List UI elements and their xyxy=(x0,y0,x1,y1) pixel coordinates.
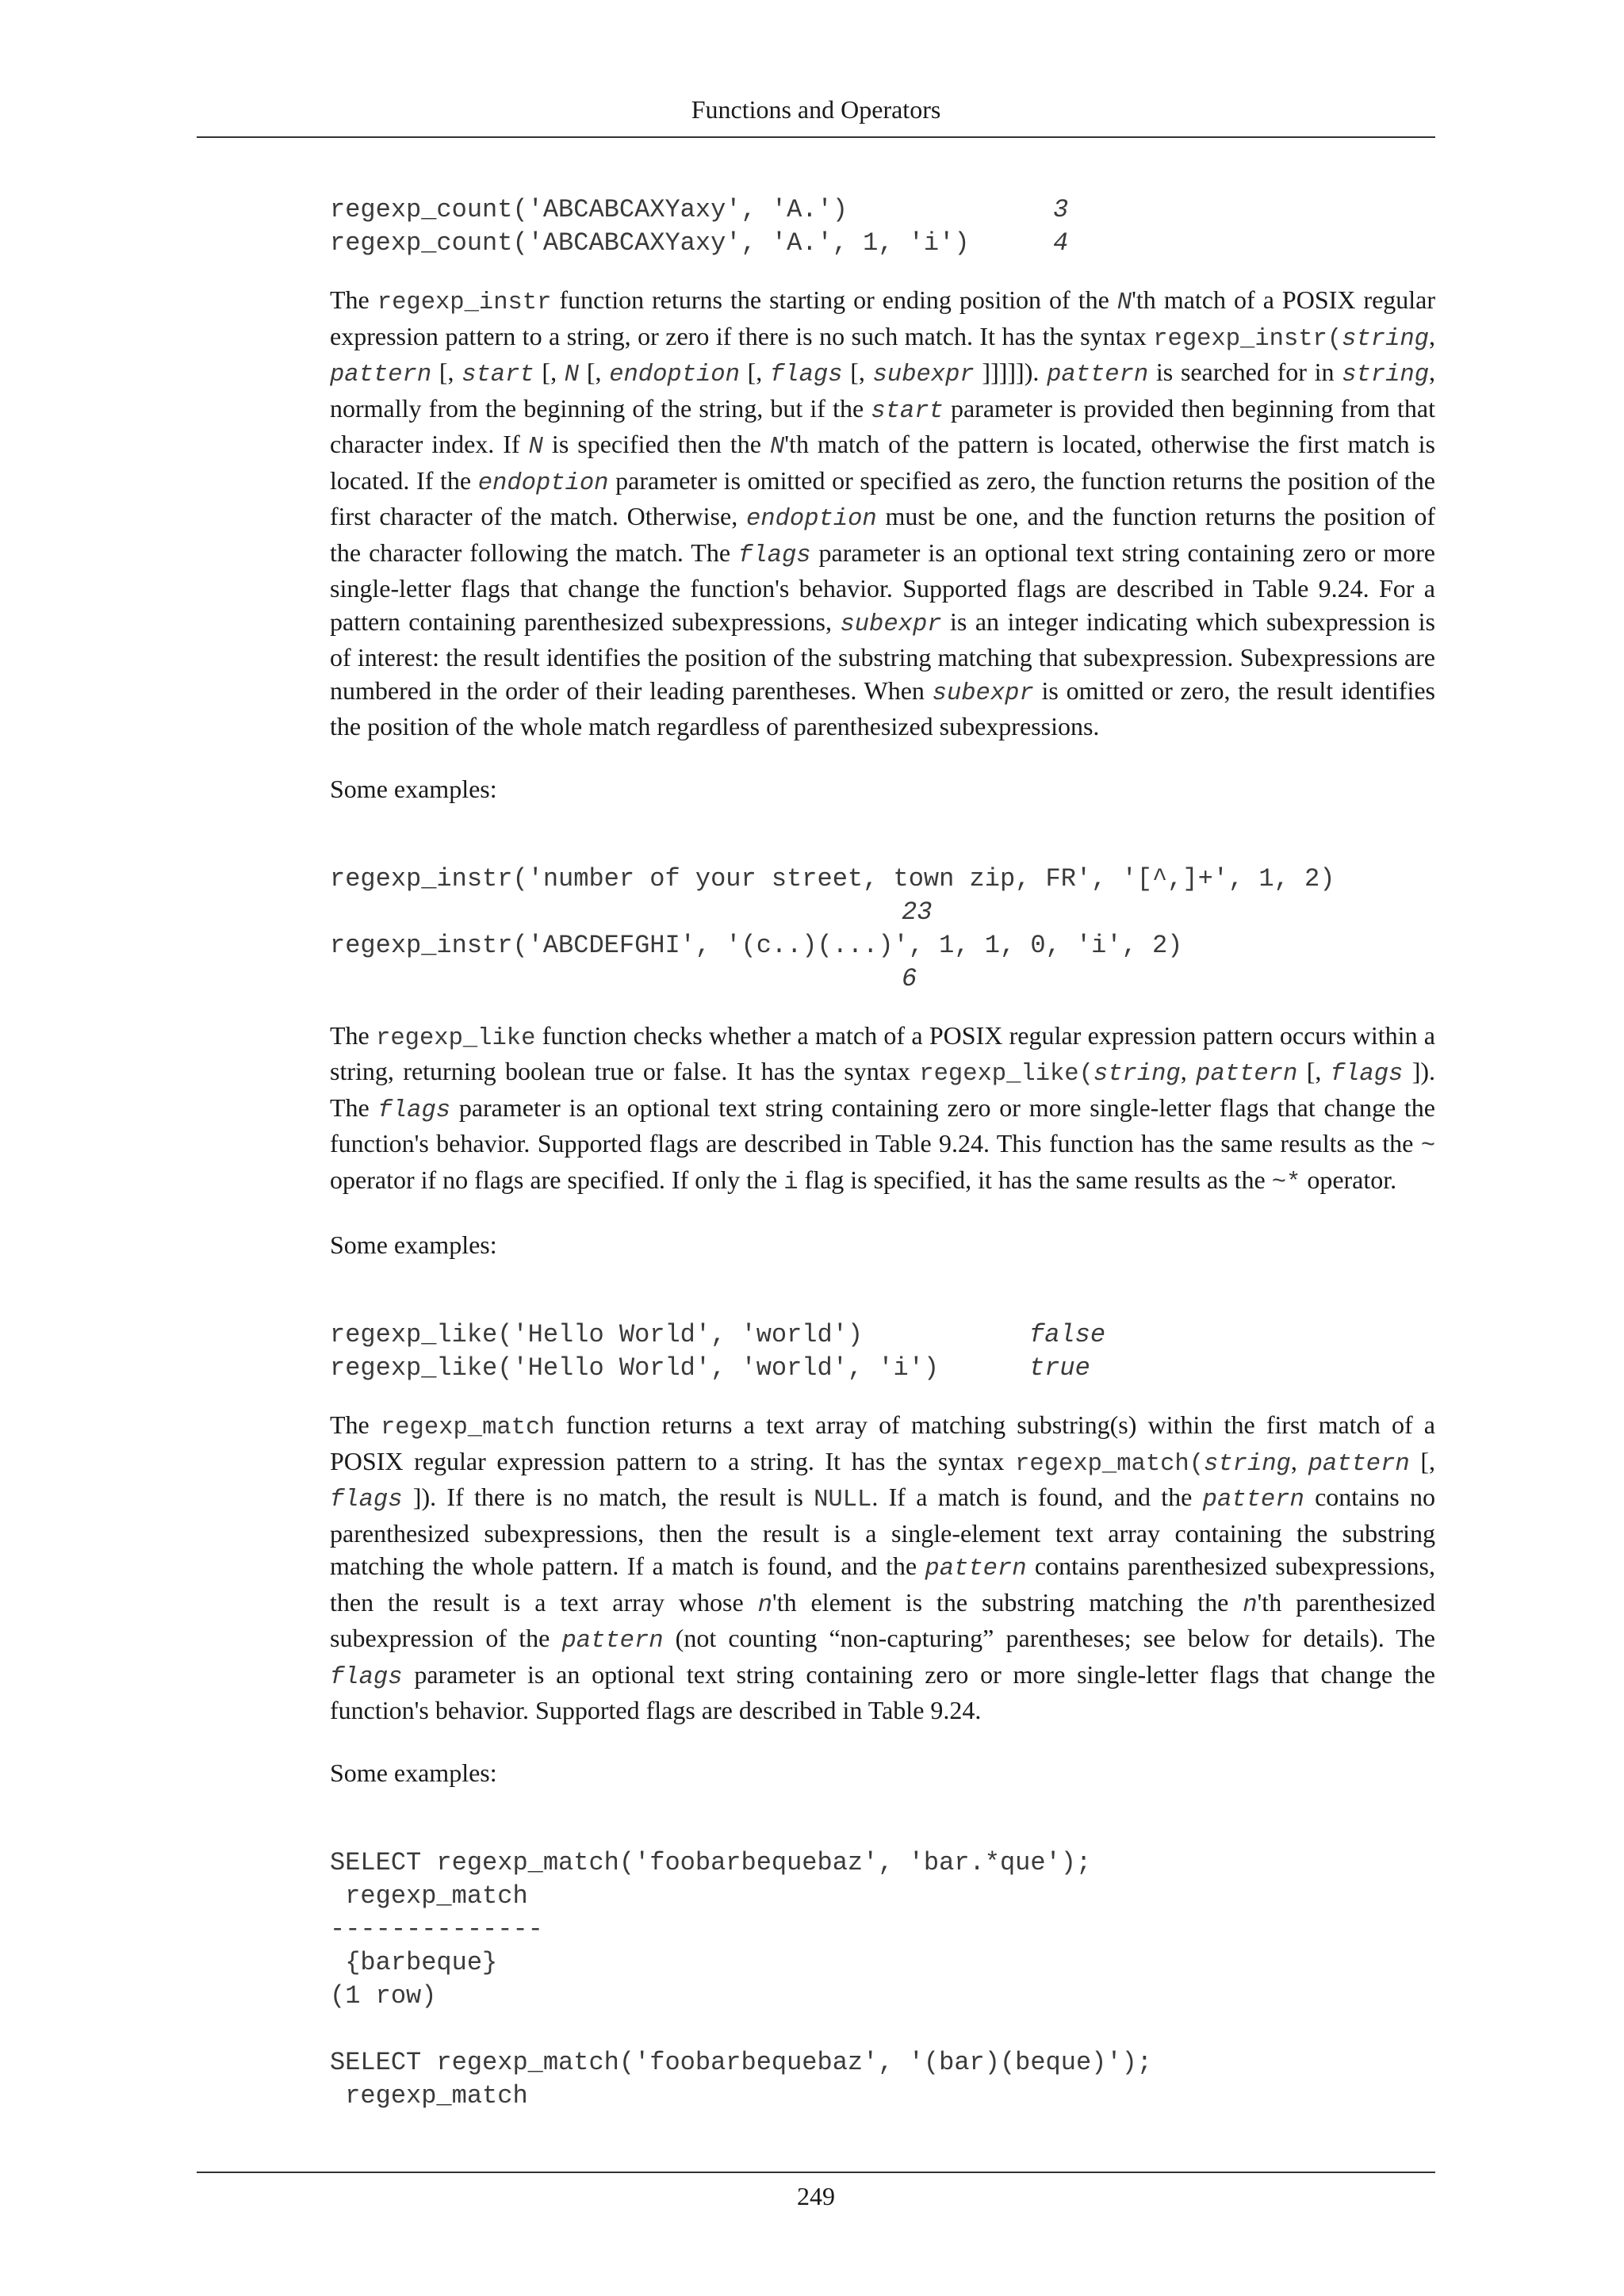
function-name: regexp_instr xyxy=(377,289,552,316)
example-row xyxy=(330,1318,1435,1352)
code-line: (1 row) xyxy=(330,1980,437,2011)
regexp-instr-paragraph: The regexp_instr function returns the starting or ending position of the N'th match of a POSIX regular expression pattern to a string, or zero if there is no such match. It has the syntax regexp_instr(string, pattern [, start [, N [, endoption [, flags [, subexpr ]]]]]). pattern is searched for in string, normally from the beginning of the string, but if the start parameter is provided then beginning from that character index. If N is specified then the N'th match of the pattern is located, otherwise the first match is located. If the endoption parameter is omitted or specified as zero, the function returns the position of the first character of the match. Otherwise, endoption must be one, and the function returns the position of the character following the match. The flags parameter is an optional text string containing zero or more single-letter flags that change the function's behavior. Supported flags are described in Table 9.24. For a pattern containing parenthesized subexpressions, subexpr is an integer indicating which subexpression is of interest: the result identifies the position of the substring matching that subexpression. Subexpressions are numbered in the order of their leading parentheses. When subexpr is omitted or zero, the result identifies the position of the whole match regardless of parenthesized subexpressions. xyxy=(330,285,1436,740)
example-result: 6 xyxy=(902,963,917,993)
example-result: 4 xyxy=(1053,228,1069,258)
header-rule xyxy=(197,136,1435,138)
code-line: -------------- xyxy=(330,1914,543,1944)
some-examples-label: Some examples: xyxy=(330,774,497,803)
example-expression: regexp_like('Hello World', 'world') xyxy=(330,1320,864,1349)
example-expression: regexp_instr('ABCDEFGHI', '(c..)(...)', 1, 1, 0, 'i', 2) xyxy=(330,930,1183,960)
example-result: 23 xyxy=(902,897,933,927)
instr-examples xyxy=(330,863,1435,996)
footer-rule xyxy=(197,2172,1435,2173)
syntax-signature: regexp_match( xyxy=(1015,1450,1205,1478)
syntax-signature: regexp_instr( xyxy=(1153,325,1342,353)
example-expression: regexp_count('ABCABCAXYaxy', 'A.', 1, 'i') xyxy=(330,228,970,258)
function-name: regexp_like xyxy=(376,1024,536,1052)
blank-line xyxy=(330,2013,1435,2046)
count-examples xyxy=(330,193,1435,260)
page-body xyxy=(330,193,1435,2113)
page-number: 249 xyxy=(797,2182,835,2210)
match-examples xyxy=(330,1846,1435,2113)
some-examples-label: Some examples: xyxy=(330,1758,497,1787)
code-line: regexp_match xyxy=(330,2080,528,2110)
example-expression: regexp_like('Hello World', 'world', 'i') xyxy=(330,1353,940,1383)
code-line: regexp_match xyxy=(330,1881,528,1911)
code-line: {barbeque} xyxy=(330,1947,498,1977)
code-line: SELECT regexp_match('foobarbequebaz', '(bar)(beque)'); xyxy=(330,2047,1152,2077)
running-header: Functions and Operators xyxy=(691,95,941,124)
syntax-signature: regexp_like( xyxy=(919,1061,1094,1088)
example-row xyxy=(330,227,1435,260)
regexp-like-paragraph: The regexp_like function checks whether a match of a POSIX regular expression pattern occurs within a string, returning boolean true or false. It has the syntax regexp_like(string, pattern [, flags ]). The flags parameter is an optional text string containing zero or more single-letter flags that change the function's behavior. Supported flags are described in Table 9.24. This function has the same results as the ~ operator if no flags are specified. If only the i flag is specified, it has the same results as the ~* operator. xyxy=(330,1020,1436,1196)
example-expression: regexp_count('ABCABCAXYaxy', 'A.') xyxy=(330,195,848,224)
code-line: SELECT regexp_match('foobarbequebaz', 'bar.*que'); xyxy=(330,1847,1092,1877)
regexp-match-paragraph: The regexp_match function returns a text array of matching substring(s) within the first match of a POSIX regular expression pattern to a string. It has the syntax regexp_match(string, pattern [, flags ]). If there is no match, the result is NULL. If a match is found, and the pattern contains no parenthesized subexpressions, then the result is a single-element text array containing the substring matching the whole pattern. If a match is found, and the pattern contains parenthesized subexpressions, then the result is a text array whose n'th element is the substring matching the n'th parenthesized subexpression of the pattern (not counting “non-capturing” parentheses; see below for details). The flags parameter is an optional text string containing zero or more single-letter flags that change the function's behavior. Supported flags are described in Table 9.24. xyxy=(330,1410,1436,1724)
example-expression: regexp_instr('number of your street, town zip, FR', '[^,]+', 1, 2) xyxy=(330,863,1335,894)
like-examples xyxy=(330,1318,1435,1385)
example-row xyxy=(330,1352,1435,1385)
example-row xyxy=(330,193,1435,227)
example-result: 3 xyxy=(1053,195,1069,224)
example-result: false xyxy=(1029,1320,1106,1349)
example-result: true xyxy=(1029,1353,1090,1383)
function-name: regexp_match xyxy=(380,1414,555,1441)
some-examples-label: Some examples: xyxy=(330,1230,497,1259)
